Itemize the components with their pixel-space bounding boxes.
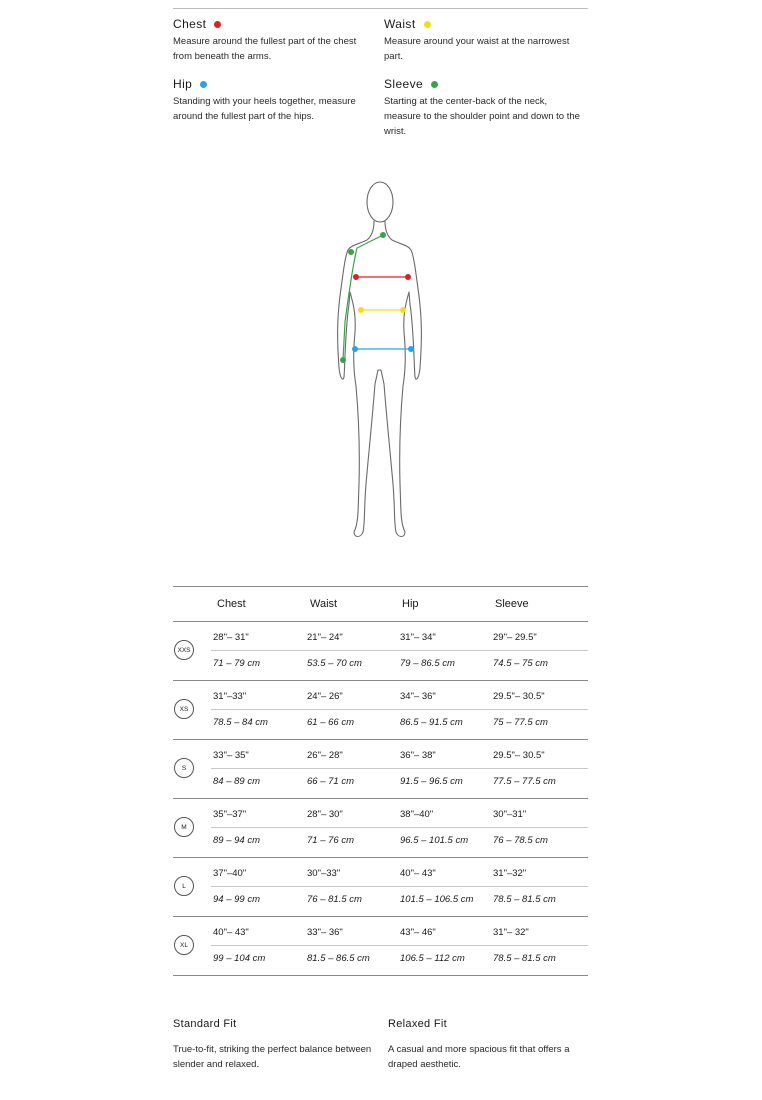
measure-chest: [173, 17, 373, 64]
chest-in: 37"–40": [213, 868, 247, 879]
chest-cm: 99 – 104 cm: [213, 953, 266, 964]
table-header: [173, 586, 588, 622]
chest-dot-icon: [214, 21, 221, 28]
fit-description: True-to-fit, striking the perfect balance between slender and relaxed.: [173, 1044, 372, 1070]
size-badge: XXS: [174, 640, 194, 660]
sleeve-cm: 78.5 – 81.5 cm: [493, 953, 556, 964]
fit-title: Standard Fit: [173, 1018, 237, 1030]
size-table: [173, 586, 588, 976]
sleeve-in: 29.5"– 30.5": [493, 750, 545, 761]
table-row: [173, 622, 588, 681]
measure-title: Hip: [173, 77, 193, 91]
header-waist: Waist: [310, 598, 338, 610]
waist-cm: 81.5 – 86.5 cm: [307, 953, 370, 964]
hip-cm: 106.5 – 112 cm: [400, 953, 465, 964]
hip-in: 38"–40": [400, 809, 434, 820]
measure-hip: [173, 77, 373, 124]
waist-cm: 53.5 – 70 cm: [307, 658, 362, 669]
measure-description: Standing with your heels together, measure around the fullest part of the hips.: [173, 96, 356, 122]
hip-cm: 86.5 – 91.5 cm: [400, 717, 463, 728]
measure-description: Starting at the center-back of the neck, measure to the shoulder point and down to the wrist.: [384, 96, 580, 137]
chest-cm: 71 – 79 cm: [213, 658, 260, 669]
size-badge: S: [174, 758, 194, 778]
waist-cm: 61 – 66 cm: [307, 717, 354, 728]
table-row: [173, 917, 588, 976]
measure-description: Measure around the fullest part of the chest from beneath the arms.: [173, 36, 357, 62]
table-row: [173, 740, 588, 799]
size-badge: M: [174, 817, 194, 837]
sleeve-in: 29"– 29.5": [493, 632, 537, 643]
size-badge: XL: [174, 935, 194, 955]
sleeve-in: 30"–31": [493, 809, 527, 820]
chest-in: 35"–37": [213, 809, 247, 820]
hip-cm: 91.5 – 96.5 cm: [400, 776, 463, 787]
chest-in: 28"– 31": [213, 632, 249, 643]
size-badge: L: [174, 876, 194, 896]
header-sleeve: Sleeve: [495, 598, 529, 610]
sleeve-cm: 74.5 – 75 cm: [493, 658, 548, 669]
hip-in: 43"– 46": [400, 927, 436, 938]
measure-title: Sleeve: [384, 77, 424, 91]
fit-relaxed: [388, 1018, 588, 1072]
sleeve-cm: 78.5 – 81.5 cm: [493, 894, 556, 905]
fit-title: Relaxed Fit: [388, 1018, 447, 1030]
sleeve-dot-icon: [431, 81, 438, 88]
hip-in: 34"– 36": [400, 691, 436, 702]
hip-cm: 96.5 – 101.5 cm: [400, 835, 469, 846]
waist-cm: 71 – 76 cm: [307, 835, 354, 846]
measure-title: Chest: [173, 17, 207, 31]
hip-in: 31"– 34": [400, 632, 436, 643]
chest-cm: 84 – 89 cm: [213, 776, 260, 787]
hip-in: 36"– 38": [400, 750, 436, 761]
waist-cm: 76 – 81.5 cm: [307, 894, 362, 905]
table-row: [173, 799, 588, 858]
chest-cm: 78.5 – 84 cm: [213, 717, 268, 728]
sleeve-cm: 77.5 – 77.5 cm: [493, 776, 556, 787]
fit-description: A casual and more spacious fit that offers a draped aesthetic.: [388, 1044, 570, 1070]
fit-standard: [173, 1018, 373, 1072]
sleeve-cm: 76 – 78.5 cm: [493, 835, 548, 846]
waist-dot-icon: [424, 21, 431, 28]
sleeve-in: 31"– 32": [493, 927, 529, 938]
size-badge: XS: [174, 699, 194, 719]
measure-sleeve: [384, 77, 584, 139]
waist-in: 30"–33": [307, 868, 341, 879]
body-figure-icon: [323, 172, 443, 544]
waist-in: 28"– 30": [307, 809, 343, 820]
top-divider: [173, 8, 588, 9]
hip-in: 40"– 43": [400, 868, 436, 879]
header-hip: Hip: [402, 598, 419, 610]
waist-in: 26"– 28": [307, 750, 343, 761]
waist-in: 24"– 26": [307, 691, 343, 702]
table-row: [173, 681, 588, 740]
table-row: [173, 858, 588, 917]
sleeve-in: 29.5"– 30.5": [493, 691, 545, 702]
hip-cm: 79 – 86.5 cm: [400, 658, 455, 669]
chest-cm: 89 – 94 cm: [213, 835, 260, 846]
chest-in: 40"– 43": [213, 927, 249, 938]
measure-description: Measure around your waist at the narrowest part.: [384, 36, 570, 62]
header-chest: Chest: [217, 598, 246, 610]
waist-in: 21"– 24": [307, 632, 343, 643]
chest-cm: 94 – 99 cm: [213, 894, 260, 905]
waist-cm: 66 – 71 cm: [307, 776, 354, 787]
sleeve-in: 31"–32": [493, 868, 527, 879]
sleeve-cm: 75 – 77.5 cm: [493, 717, 548, 728]
measure-waist: [384, 17, 584, 64]
chest-in: 31"–33": [213, 691, 247, 702]
chest-in: 33"– 35": [213, 750, 249, 761]
measure-title: Waist: [384, 17, 416, 31]
hip-cm: 101.5 – 106.5 cm: [400, 894, 474, 905]
waist-in: 33"– 36": [307, 927, 343, 938]
hip-dot-icon: [200, 81, 207, 88]
